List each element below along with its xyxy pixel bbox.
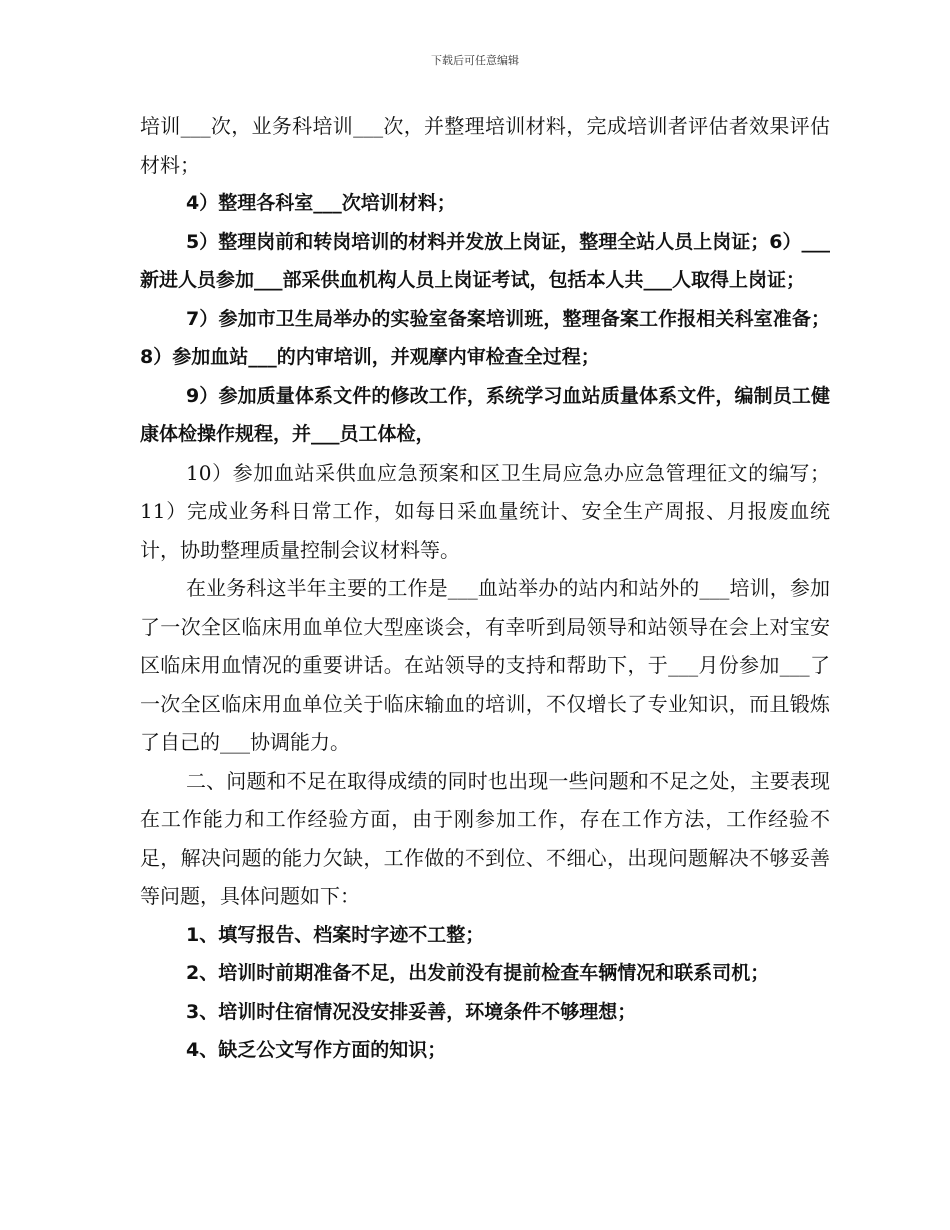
list-item: 3、培训时住宿情况没安排妥善，环境条件不够理想； bbox=[186, 1000, 637, 1023]
list-item: 7）参加市卫生局举办的实验室备案培训班，整理备案工作报相关科室准备；8）参加血站___的内审培训，并观摩内审检查全过程； bbox=[140, 307, 830, 368]
paragraph: 培训___次，业务科培训___次，并整理培训材料，完成培训者评估者效果评估材料； bbox=[140, 114, 830, 177]
page-header: 下载后可任意编辑 bbox=[431, 54, 519, 67]
list-item: 4）整理各科室___次培训材料； bbox=[186, 192, 456, 214]
paragraph: 二、问题和不足在取得成绩的同时也出现一些问题和不足之处，主要表现在工作能力和工作经验方面，由于刚参加工作，存在工作方法，工作经验不足，解决问题的能力欠缺，工作做的不到位、不细心，出现问题解决不够妥善等问题，具体问题如下： bbox=[140, 768, 830, 908]
list-item: 9）参加质量体系文件的修改工作，系统学习血站质量体系文件，编制员工健康体检操作规程，并___员工体检， bbox=[140, 384, 830, 445]
list-item: 2、培训时前期准备不足，出发前没有提前检查车辆情况和联系司机； bbox=[186, 962, 770, 984]
list-item: 4、缺乏公文写作方面的知识； bbox=[186, 1039, 447, 1061]
paragraph: 10）参加血站采供血应急预案和区卫生局应急办应急管理征文的编写；11）完成业务科日常工作，如每日采血量统计、安全生产周报、月报废血统计，协助整理质量控制会议材料等。 bbox=[140, 460, 830, 562]
document-body bbox=[140, 107, 830, 1070]
list-item: 5）整理岗前和转岗培训的材料并发放上岗证，整理全站人员上岗证；6）___新进人员参加___部采供血机构人员上岗证考试，包括本人共___人取得上岗证； bbox=[140, 230, 830, 291]
paragraph: 在业务科这半年主要的工作是___血站举办的站内和站外的___培训，参加了一次全区临床用血单位大型座谈会，有幸听到局领导和站领导在会上对宝安区临床用血情况的重要讲话。在站领导的支持和帮助下，于___月份参加___了一次全区临床用血单位关于临床输血的培训，不仅增长了专业知识，而且锻炼了自己的___协调能力。 bbox=[140, 576, 830, 754]
list-item: 1、填写报告、档案时字迹不工整； bbox=[186, 923, 485, 946]
